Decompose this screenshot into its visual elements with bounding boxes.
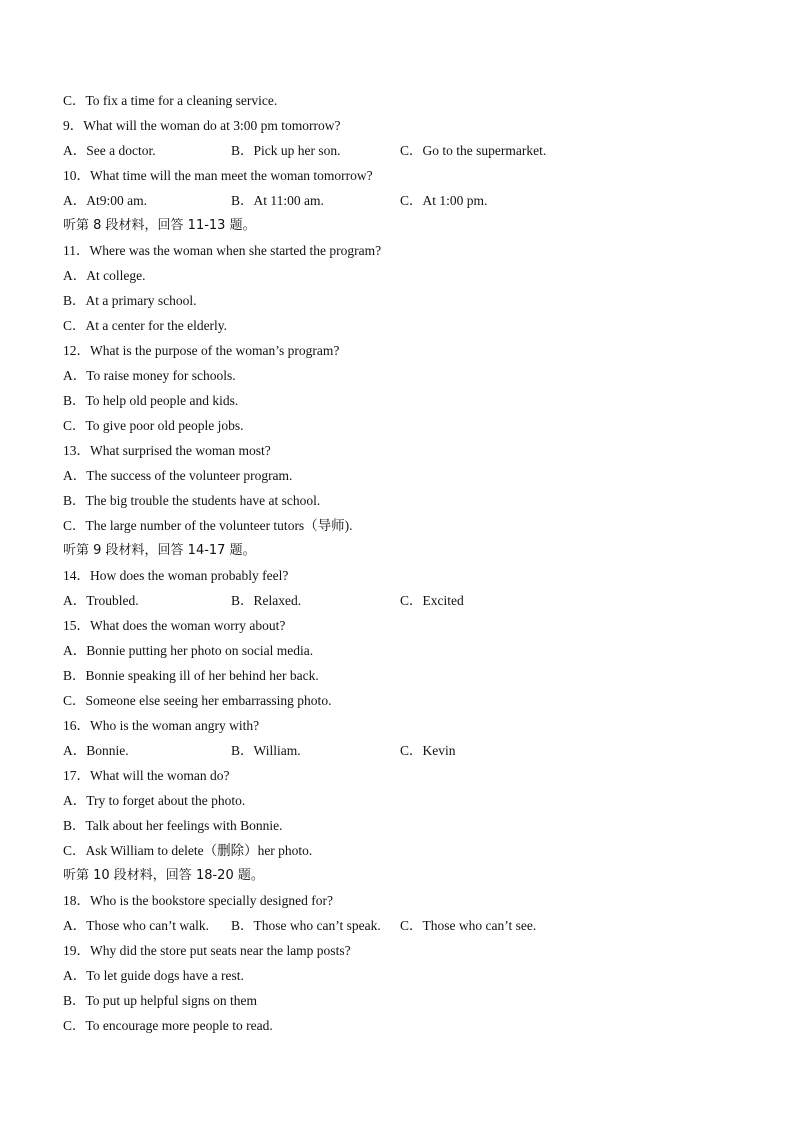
- question-10: 10．What time will the man meet the woman tomorrow?: [63, 168, 373, 183]
- options-row-18: [63, 913, 743, 938]
- option-line: B．To put up helpful signs on them: [63, 993, 258, 1008]
- question-13: 13．What surprised the woman most?: [63, 443, 271, 458]
- option-line: B．The big trouble the students have at school.: [63, 493, 321, 508]
- option-line: B．To help old people and kids.: [63, 393, 239, 408]
- question-11: 11．Where was the woman when she started the program?: [63, 243, 382, 258]
- options-row-16: [63, 738, 743, 763]
- option-line: A．Bonnie putting her photo on social media.: [63, 643, 314, 658]
- section-heading-9: 听第 9 段材料，回答 14-17 题。: [63, 543, 256, 558]
- option-b: B．At 11:00 am.: [231, 193, 324, 208]
- line-c-option: C．To fix a time for a cleaning service.: [63, 93, 278, 108]
- option-a: A．At9:00 am.: [63, 193, 147, 208]
- option-line: C．Ask William to delete（删除）her photo.: [63, 843, 313, 858]
- option-a: A．Troubled.: [63, 593, 139, 608]
- option-line: C．To encourage more people to read.: [63, 1018, 273, 1033]
- option-c: C．At 1:00 pm.: [400, 193, 488, 208]
- option-line: A．Try to forget about the photo.: [63, 793, 246, 808]
- question-9: 9．What will the woman do at 3:00 pm tomorrow?: [63, 118, 341, 133]
- option-line: C．At a center for the elderly.: [63, 318, 228, 333]
- document-page: [63, 88, 743, 1038]
- section-heading-8: 听第 8 段材料，回答 11-13 题。: [63, 218, 256, 233]
- question-19: 19．Why did the store put seats near the lamp posts?: [63, 943, 351, 958]
- option-a: A．See a doctor.: [63, 143, 156, 158]
- question-15: 15．What does the woman worry about?: [63, 618, 286, 633]
- option-line: B．Talk about her feelings with Bonnie.: [63, 818, 283, 833]
- option-c: C．Kevin: [400, 743, 456, 758]
- option-b: B．Those who can’t speak.: [231, 918, 381, 933]
- question-14: 14．How does the woman probably feel?: [63, 568, 289, 583]
- options-row-10: [63, 188, 743, 213]
- question-16: 16．Who is the woman angry with?: [63, 718, 260, 733]
- option-line: C．Someone else seeing her embarrassing photo.: [63, 693, 332, 708]
- option-b: B．Relaxed.: [231, 593, 302, 608]
- option-line: B．At a primary school.: [63, 293, 197, 308]
- question-18: 18．Who is the bookstore specially designed for?: [63, 893, 333, 908]
- option-a: A．Bonnie.: [63, 743, 129, 758]
- option-line: C．The large number of the volunteer tutors（导师).: [63, 518, 353, 533]
- option-c: C．Go to the supermarket.: [400, 143, 547, 158]
- options-row-14: [63, 588, 743, 613]
- options-row-9: [63, 138, 743, 163]
- option-line: B．Bonnie speaking ill of her behind her back.: [63, 668, 319, 683]
- option-c: C．Excited: [400, 593, 464, 608]
- option-line: A．To raise money for schools.: [63, 368, 236, 383]
- option-line: A．To let guide dogs have a rest.: [63, 968, 244, 983]
- section-heading-10: 听第 10 段材料，回答 18-20 题。: [63, 868, 264, 883]
- option-a: A．Those who can’t walk.: [63, 918, 209, 933]
- option-b: B．Pick up her son.: [231, 143, 341, 158]
- option-c: C．Those who can’t see.: [400, 918, 537, 933]
- option-line: A．The success of the volunteer program.: [63, 468, 293, 483]
- question-17: 17．What will the woman do?: [63, 768, 230, 783]
- option-line: C．To give poor old people jobs.: [63, 418, 244, 433]
- option-line: A．At college.: [63, 268, 146, 283]
- option-b: B．William.: [231, 743, 301, 758]
- question-12: 12．What is the purpose of the woman’s program?: [63, 343, 340, 358]
